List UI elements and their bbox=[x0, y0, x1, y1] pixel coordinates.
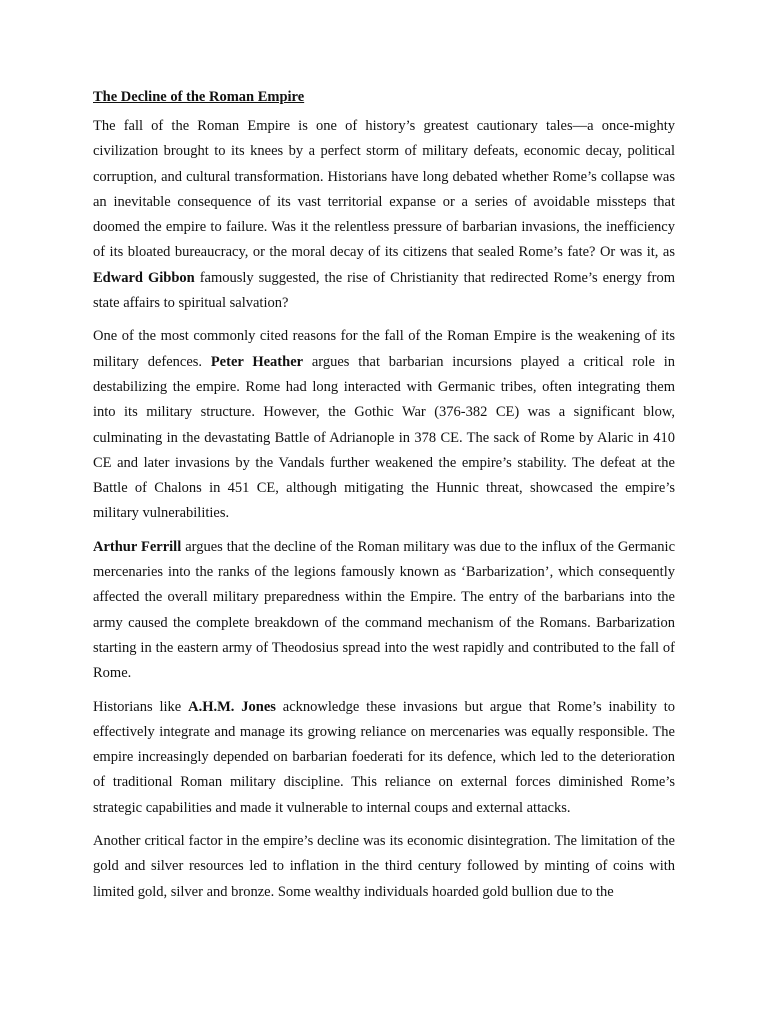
paragraph-intro bbox=[93, 114, 675, 316]
text-run: acknowledge these invasions but argue that Rome’s inability to effectively integrate and manage its growing reliance on mercenaries was equally responsible. The empire increasingly depended on barbarian foederati for its defence, which led to the deterioration of traditional Roman military discipline. This reliance on external forces diminished Rome’s strategic capabilities and made it vulnerable to internal coups and external attacks. bbox=[93, 698, 675, 816]
document-page bbox=[93, 86, 675, 913]
text-run: The fall of the Roman Empire is one of history’s greatest cautionary tales—a once-mighty civilization brought to its knees by a perfect storm of military defeats, economic decay, political corruption, and cultural transformation. Historians have long debated whether Rome’s collapse was an inevitable consequence of its vast territorial expanse or a series of avoidable missteps that doomed the empire to failure. Was it the relentless pressure of barbarian invasions, the inefficiency of its bloated bureaucracy, or the moral decay of its citizens that sealed Rome’s fate? Or was it, as bbox=[93, 118, 675, 261]
paragraph-military-defences bbox=[93, 324, 675, 526]
paragraph-barbarization bbox=[93, 535, 675, 687]
author-name-heather: Peter Heather bbox=[210, 353, 304, 370]
text-run: Another critical factor in the empire’s decline was its economic disintegration. The limitation of the gold and silver resources led to inflation in the third century followed by minting of coins with limited gold, silver and bronze. Some wealthy individuals hoarded gold bullion due to the bbox=[93, 833, 675, 900]
author-name-ferrill: Arthur Ferrill bbox=[93, 538, 182, 555]
text-run: argues that barbarian incursions played a critical role in destabilizing the empire. Rome had long interacted with Germanic tribes, often integrating them into its military structure. However, the Gothic War (376-382 CE) was a significant blow, culminating in the devastating Battle of Adrianople in 378 CE. The sack of Rome by Alaric in 410 CE and later invasions by the Vandals further weakened the empire’s stability. The defeat at the Battle of Chalons in 451 CE, although mitigating the Hunnic threat, showcased the empire’s military vulnerabilities. bbox=[93, 353, 675, 522]
text-run: Historians like bbox=[93, 698, 189, 715]
text-run: famously suggested, the rise of Christianity that redirected Rome’s energy from state affairs to spiritual salvation? bbox=[93, 269, 675, 312]
paragraph-mercenaries bbox=[93, 695, 675, 821]
author-name-gibbon: Edward Gibbon bbox=[93, 269, 195, 286]
text-run: One of the most commonly cited reasons for the fall of the Roman Empire is the weakening of its military defences. bbox=[93, 328, 675, 370]
text-run: argues that the decline of the Roman military was due to the influx of the Germanic mercenaries into the ranks of the legions famously known as ‘Barbarization’, which consequently affected the overall military preparedness within the Empire. The entry of the barbarians into the army caused the complete breakdown of the command mechanism of the Romans. Barbarization starting in the eastern army of Theodosius spread into the west rapidly and contributed to the fall of Rome. bbox=[93, 538, 676, 682]
paragraph-economic-disintegration bbox=[93, 829, 675, 905]
author-name-jones: A.H.M. Jones bbox=[188, 698, 276, 715]
document-title: The Decline of the Roman Empire bbox=[93, 89, 305, 105]
